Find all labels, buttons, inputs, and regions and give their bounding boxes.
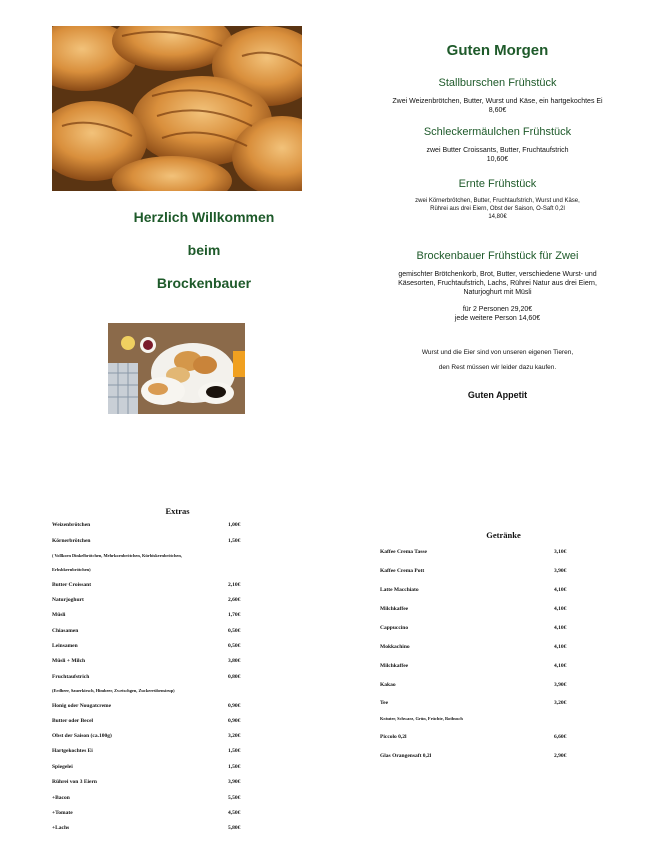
extras-row-label: Obst der Saison (ca.100g) xyxy=(52,733,112,739)
extras-note-rolls-2: Erbsbkernbrötchen) xyxy=(52,567,91,572)
extras-row-price: 1,50€ xyxy=(228,764,241,770)
extras-row-label: Müsli + Milch xyxy=(52,658,86,664)
extras-row-price: 0,50€ xyxy=(228,643,241,649)
item-1-price: 8,60€ xyxy=(488,107,507,114)
extras-row-label: +Lachs xyxy=(52,825,70,831)
welcome-line-2: beim xyxy=(187,242,221,258)
extras-row-label: Honig oder Nougatcreme xyxy=(52,703,112,709)
drinks-row-label: Mokkachino xyxy=(380,644,410,650)
extras-row-price: 0,90€ xyxy=(228,718,241,724)
drinks-row-label: Kaffee Crema Pott xyxy=(380,568,425,574)
extras-row-price: 5,50€ xyxy=(228,795,241,801)
extras-row-price: 4,50€ xyxy=(228,810,241,816)
item-1-desc: Zwei Weizenbrötchen, Butter, Wurst und Käse, ein hartgekochtes Ei xyxy=(392,98,603,105)
extras-row-price: 3,20€ xyxy=(228,733,241,739)
item-3-desc-2: Rührei aus drei Eiern, Obst der Saison, O-Saft 0,2l xyxy=(430,206,565,212)
drinks-row-price: 4,10€ xyxy=(554,625,567,631)
drinks-row-price: 4,10€ xyxy=(554,644,567,650)
item-1-name: Stallburschen Frühstück xyxy=(438,77,557,89)
item-4-desc-3: Naturjoghurt mit Müsli xyxy=(463,289,532,296)
extras-row-price: 0,50€ xyxy=(228,628,241,634)
extras-row-price: 3,80€ xyxy=(228,658,241,664)
drinks-row-label: Kaffee Crema Tasse xyxy=(380,549,427,555)
extras-row-label: +Tomate xyxy=(52,810,73,816)
extras-row-price: 1,70€ xyxy=(228,612,241,618)
welcome-line-3: Brockenbauer xyxy=(156,275,252,291)
drinks-row-price: 3,90€ xyxy=(554,682,567,688)
extras-row-price: 3,90€ xyxy=(228,779,241,785)
extras-row-price: 5,80€ xyxy=(228,825,241,831)
item-3-price: 14,80€ xyxy=(488,214,507,220)
extras-row-label: Fruchtaufstrich xyxy=(52,674,90,680)
extras-row-label: Leinsamen xyxy=(52,643,78,649)
note-line-2: den Rest müssen wir leider dazu kaufen. xyxy=(438,364,557,371)
item-4-price-2: jede weitere Person 14,60€ xyxy=(454,315,541,322)
extras-row-label: Butter Croissant xyxy=(52,582,92,588)
note-line-1: Wurst und die Eier sind von unseren eigenen Tieren, xyxy=(421,349,574,356)
drinks-row-label: Tee xyxy=(380,700,389,706)
drinks-row-price: 3,90€ xyxy=(554,568,567,574)
closing-text: Guten Appetit xyxy=(467,390,528,400)
drinks-row-label: Kakao xyxy=(380,682,396,688)
breakfast-photo xyxy=(108,323,245,414)
item-3-name: Ernte Frühstück xyxy=(458,178,537,190)
extras-row-label: Rührei von 3 Eiern xyxy=(52,779,97,785)
extras-row-label: +Bacon xyxy=(52,795,70,801)
item-2-price: 10,60€ xyxy=(486,156,509,163)
extras-row-label: Hartgekochtes Ei xyxy=(52,748,93,754)
drinks-row-price: 3,10€ xyxy=(554,549,567,555)
extras-row-label: Butter oder Becel xyxy=(52,718,94,724)
extras-row-label: Körnerbrötchen xyxy=(52,538,91,544)
drinks-row-price: 4,10€ xyxy=(554,663,567,669)
welcome-line-1: Herzlich Willkommen xyxy=(133,209,275,225)
extras-row-price: 2,10€ xyxy=(228,582,241,588)
item-4-price-1: für 2 Personen 29,20€ xyxy=(462,306,533,313)
extras-note-fruit: (Erdbeer, Sauerkirsch, Himbeer, Zwetschgen, Zuckerrübensirup) xyxy=(52,688,175,693)
item-2-name: Schleckermäulchen Frühstück xyxy=(423,126,572,138)
drinks-row-label: Piccolo 0,2l xyxy=(380,734,407,740)
extras-row-label: Naturjoghurt xyxy=(52,597,84,603)
drinks-row-label: Cappuccino xyxy=(380,625,409,631)
drinks-row-label: Milchkaffee xyxy=(380,606,409,612)
drinks-row-label: Milchkaffee xyxy=(380,663,409,669)
drinks-row-label: Latte Macchiato xyxy=(380,587,419,593)
drinks-row-price: 4,10€ xyxy=(554,587,567,593)
item-2-desc: zwei Butter Croissants, Butter, Fruchtaufstrich xyxy=(426,147,569,154)
drinks-row-price: 2,90€ xyxy=(554,753,567,759)
extras-note-rolls-1: ( Vollkorn Dinkelbrötchen, Mehrkornbrötchen, Kürbiskernbrötchen, xyxy=(52,553,182,558)
extras-row-price: 0,90€ xyxy=(228,703,241,709)
drinks-row-price: 6,60€ xyxy=(554,734,567,740)
extras-title: Extras xyxy=(165,506,190,516)
extras-row-label: Spiegelei xyxy=(52,764,73,770)
breakfast-title: Guten Morgen xyxy=(446,42,549,59)
extras-row-price: 1,50€ xyxy=(228,748,241,754)
item-4-desc-1: gemischter Brötchenkorb, Brot, Butter, verschiedene Wurst- und xyxy=(398,271,597,278)
drinks-row-price: 3,20€ xyxy=(554,700,567,706)
drinks-tea-note: Kräuter, Schwarz, Grün, Früchte, Rotbusch xyxy=(380,716,463,721)
extras-row-price: 2,60€ xyxy=(228,597,241,603)
item-3-desc-1: zwei Körnerbrötchen, Butter, Fruchtaufstrich, Wurst und Käse, xyxy=(415,198,580,204)
extras-row-price: 0,80€ xyxy=(228,674,241,680)
extras-row-label: Müsli xyxy=(52,612,66,618)
drinks-row-label: Glas Orangensaft 0,2l xyxy=(380,753,432,759)
item-4-name: Brockenbauer Frühstück für Zwei xyxy=(416,250,579,262)
extras-row-price: 1,50€ xyxy=(228,538,241,544)
extras-row-label: Weizenbrötchen xyxy=(52,522,91,528)
extras-row-label: Chiasamen xyxy=(52,628,79,634)
item-4-desc-2: Käsesorten, Fruchtaufstrich, Lachs, Rührei Natur aus drei Eiern, xyxy=(398,280,597,287)
croissant-photo xyxy=(52,26,302,191)
drinks-row-price: 4,10€ xyxy=(554,606,567,612)
drinks-title: Getränke xyxy=(486,530,521,540)
extras-row-price: 1,00€ xyxy=(228,522,241,528)
